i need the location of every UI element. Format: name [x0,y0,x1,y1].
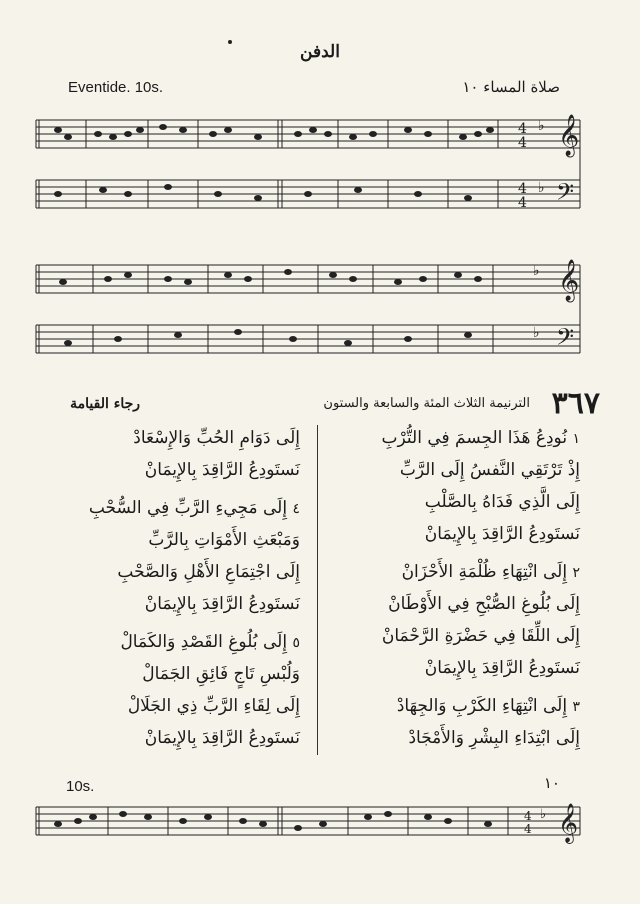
music-system-2 [28,245,588,375]
hymn-number: ٣٦٧ [551,386,600,421]
svg-text:𝄞: 𝄞 [558,803,579,843]
verse-line: إِلَى اللِّقَا فِي حَضْرَةِ الرَّحْمَانْ [381,626,580,646]
hymn-topic: رجاء القيامة [70,396,140,412]
svg-text:♭: ♭ [533,263,540,279]
svg-text:4: 4 [518,121,527,137]
music-score-image [28,245,588,375]
verse-line: نَستَودِعُ الرَّاقِدَ بِالإِيمَانْ [144,728,300,748]
verse-line: ٣ إِلَى انْتِهَاءِ الكَرْبِ وَالجِهَادْ [396,696,580,716]
svg-text:♭: ♭ [538,118,545,134]
verse-line: إِلَى دَوَامِ الحُبِّ وَالإِسْعَادْ [133,428,300,448]
svg-text:4: 4 [524,822,532,836]
svg-text:𝄞: 𝄞 [558,115,580,156]
svg-text:4: 4 [518,135,527,151]
tune-name-arabic: صلاة المساء ١٠ [462,78,560,96]
verse-line: ٥ إِلَى بُلُوغِ القَصْدِ وَالكَمَالْ [120,632,300,652]
svg-text:4: 4 [518,195,527,211]
svg-text:♭: ♭ [538,180,545,196]
hymn-title: الترنيمة الثلاث المئة والسابعة والستون [323,396,530,411]
verse-line: نَستَودِعُ الرَّاقِدَ بِالإِيمَانْ [144,460,300,480]
verse-line: إِلَى ابْتِدَاءِ البِشْرِ وَالأَمْجَادْ [408,728,580,748]
tune-name-english: Eventide. 10s. [68,79,164,96]
verse-line: ٢ إِلَى انْتِهَاءِ ظُلْمَةِ الأَحْزَانْ [401,562,580,582]
verse-line: نَستَودِعُ الرَّاقِدَ بِالإِيمَانْ [424,524,580,544]
music-score-image [28,792,588,852]
page-header: الدفن [300,42,340,62]
music-system-1 [28,100,588,230]
bottom-meter-english: 10s. [66,778,95,795]
svg-text:4: 4 [524,809,532,823]
verse-line: ١ نُودِعُ هَذَا الجِسمَ فِي التُّرْبِ [381,428,580,448]
svg-text:♭: ♭ [540,807,547,822]
verse-line: إِلَى لِقَاءِ الرَّبِّ ذِي الجَلَالْ [127,696,300,716]
verse-line: نَستَودِعُ الرَّاقِدَ بِالإِيمَانْ [144,594,300,614]
verse-line: إِلَى بُلُوغِ الصُّبْحِ فِي الأَوْطَانْ [388,594,580,614]
verse-line: إِذْ تَرْتَقِي النَّفسُ إِلَى الرَّبِّ [399,460,580,480]
bottom-meter-arabic: ١٠ [543,774,560,792]
verse-line: إِلَى الَّذِي فَدَاهُ بِالصَّلْبِ [424,492,580,512]
music-system-3 [28,792,588,852]
svg-text:♭: ♭ [533,325,540,341]
music-score-image [28,100,588,230]
svg-text:𝄞: 𝄞 [558,260,580,301]
verse-line: إِلَى اجْتِمَاعِ الأَهْلِ وَالصَّحْبِ [117,562,300,582]
svg-text:𝄢: 𝄢 [556,178,575,211]
verse-line: نَستَودِعُ الرَّاقِدَ بِالإِيمَانْ [424,658,580,678]
svg-text:𝄢: 𝄢 [556,323,575,356]
verse-line: وَلُبْسِ تَاجٍ فَائِقِ الجَمَالْ [142,664,300,684]
svg-text:4: 4 [518,181,527,197]
verse-line: وَمَبْعَثِ الأَمْوَاتِ بِالرَّبِّ [148,530,300,550]
verse-line: ٤ إِلَى مَجِيءِ الرَّبِّ فِي السُّحْبِ [88,498,300,518]
